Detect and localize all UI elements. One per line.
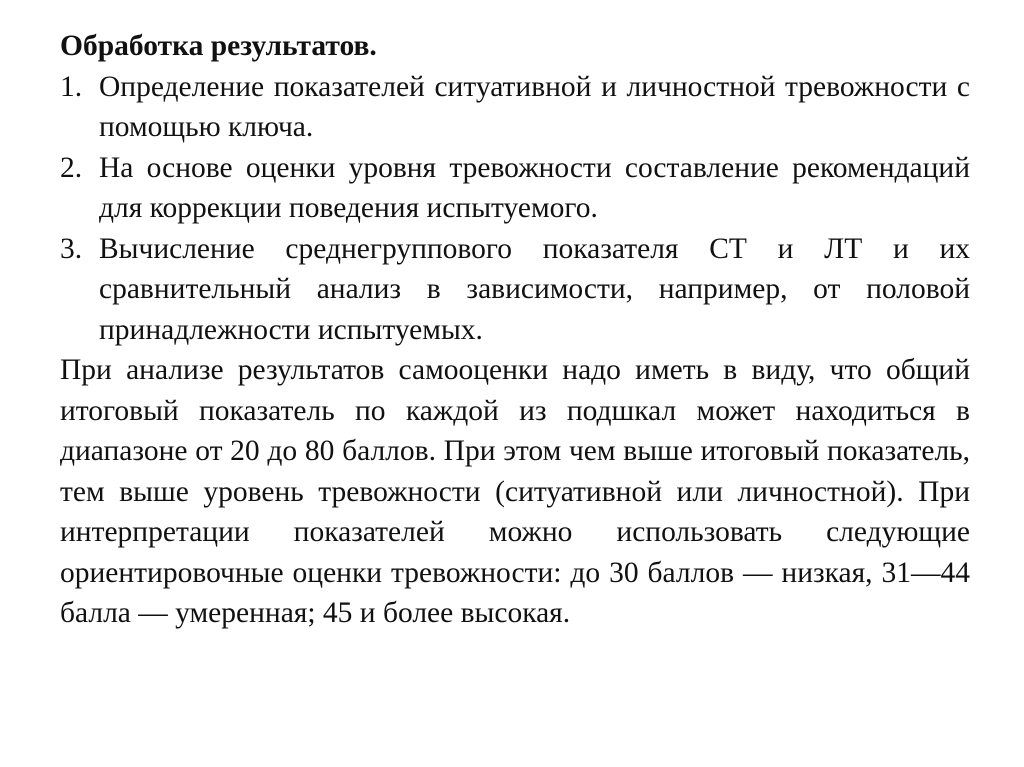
list-item-text: Определение показателей ситуативной и личностной тревожности с помощью ключа.: [99, 70, 970, 143]
list-item-number: 3.: [60, 232, 83, 265]
list-item: [60, 229, 970, 351]
list-item: [60, 67, 970, 148]
list-item-number: 1.: [60, 70, 83, 103]
list-item-number: 2.: [60, 151, 83, 184]
body-paragraph: При анализе результатов самооценки надо иметь в виду, что общий итоговый показатель по каждой из подшкал может находиться в диапазоне от 20 до 80 баллов. При этом чем выше итоговый показатель, тем выше уровень тревожности (ситуативной или личностной). При интерпретации показателей можно использовать следующие ориентировочные оценки тревожности: до 30 баллов — низкая, 31—44 балла — умеренная; 45 и более высокая.: [60, 354, 970, 629]
steps-list: [60, 67, 970, 351]
list-item-text: На основе оценки уровня тревожности составление рекомендаций для коррекции поведения испытуемого.: [99, 151, 970, 224]
section-heading: Обработка результатов.: [60, 30, 377, 62]
document-page: [60, 26, 970, 634]
list-item-text: Вычисление среднегруппового показателя СТ и ЛТ и их сравнительный анализ в зависимости, например, от половой принадлежности испытуемых.: [99, 232, 970, 346]
list-item: [60, 148, 970, 229]
